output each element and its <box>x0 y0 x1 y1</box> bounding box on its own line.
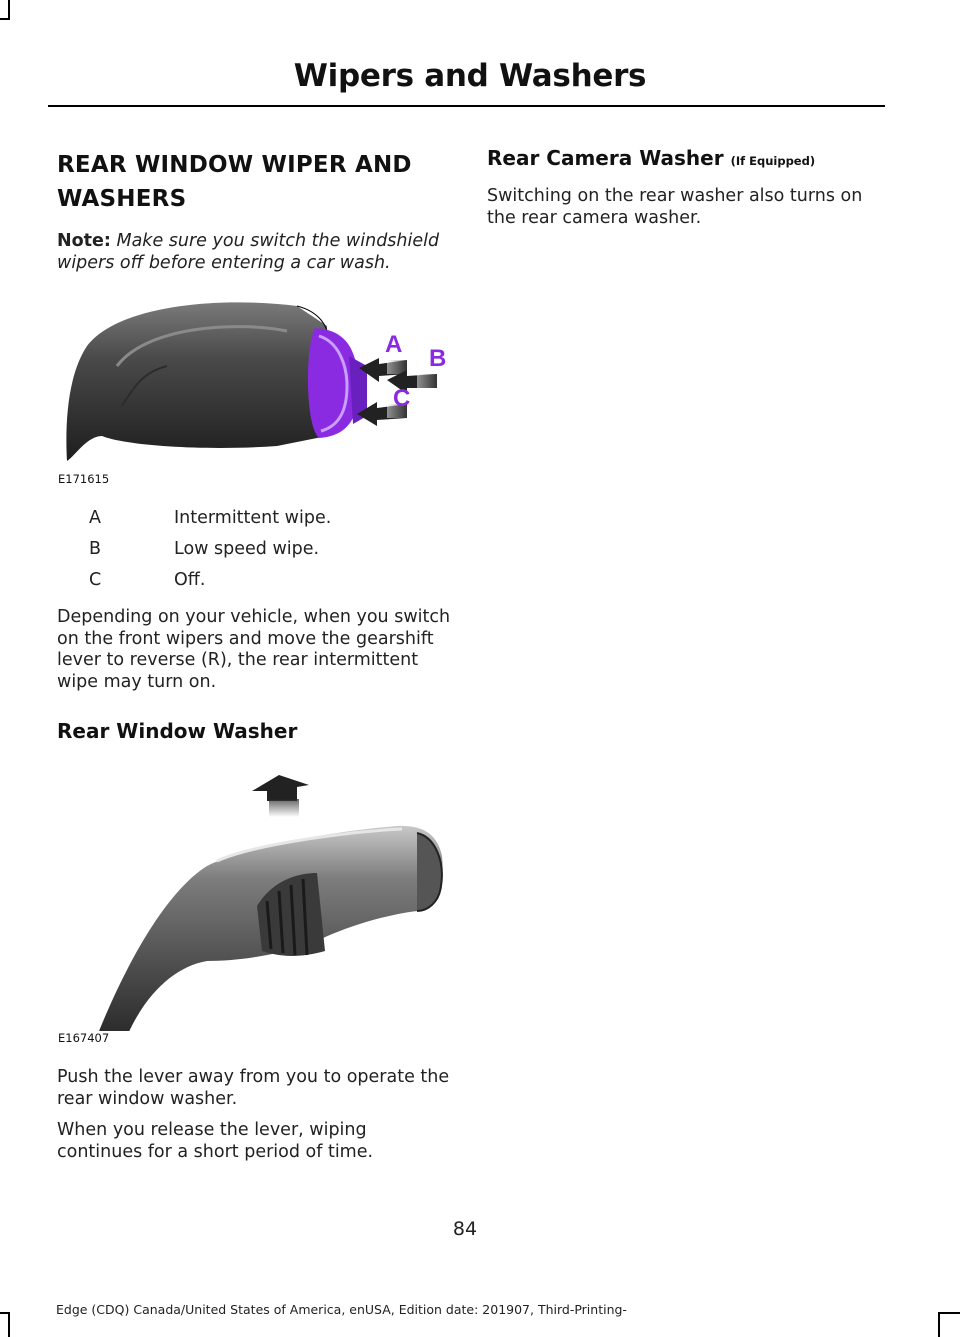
legend-row <box>57 539 331 570</box>
crop-mark <box>0 18 10 20</box>
legend-row <box>57 570 331 601</box>
legend-value: Low speed wipe. <box>174 539 320 559</box>
crop-mark <box>8 1312 10 1337</box>
callout-C: C <box>393 385 411 412</box>
legend-value: Off. <box>174 570 206 590</box>
crop-mark <box>938 1312 940 1337</box>
paragraph-push-lever: Push the lever away from you to operate the rear window washer. <box>57 1067 450 1109</box>
note-text: Make sure you switch the windshield wipers off before entering a car wash. <box>57 231 440 273</box>
if-equipped-tag: (If Equipped) <box>730 154 816 168</box>
header-rule <box>48 105 885 107</box>
left-column <box>57 148 452 1163</box>
legend-value: Intermittent wipe. <box>174 508 332 528</box>
legend-table <box>57 508 331 601</box>
crop-mark <box>938 1312 960 1314</box>
paragraph-reverse: Depending on your vehicle, when you switch on the front wipers and move the gearshift lever to reverse (R), the rear intermittent wipe may turn on. <box>57 607 451 692</box>
rear-camera-washer-title <box>487 146 887 170</box>
callout-A: A <box>385 331 403 358</box>
note <box>57 230 452 274</box>
callout-B: B <box>429 345 447 372</box>
right-column <box>487 146 887 229</box>
washer-lever-figure <box>57 761 447 1045</box>
wiper-lever-illustration <box>57 286 447 486</box>
figure-code: E167407 <box>58 1031 110 1045</box>
page-number: 84 <box>452 1218 478 1240</box>
legend-key: C <box>89 570 102 590</box>
page-header-title: Wipers and Washers <box>293 58 647 94</box>
note-label: Note: <box>57 231 111 251</box>
paragraph-release-lever: When you release the lever, wiping continues for a short period of time. <box>57 1120 374 1162</box>
washer-lever-illustration <box>57 761 447 1045</box>
edition-footer: Edge (CDQ) Canada/United States of America, enUSA, Edition date: 201907, Third-Printing- <box>56 1302 627 1317</box>
rear-window-washer-title: Rear Window Washer <box>57 719 298 743</box>
crop-mark <box>8 0 10 20</box>
crop-mark <box>0 1312 10 1314</box>
rear-camera-washer-label: Rear Camera Washer <box>487 146 724 170</box>
push-arrow <box>252 775 309 817</box>
section-title: REAR WINDOW WIPER AND WASHERS <box>57 152 412 212</box>
legend-key: B <box>89 539 102 559</box>
wiper-lever-end-figure <box>57 286 447 486</box>
legend-row <box>57 508 331 539</box>
figure-code: E171615 <box>58 472 110 486</box>
legend-key: A <box>89 508 101 528</box>
paragraph-camera-washer: Switching on the rear washer also turns on the rear camera washer. <box>487 186 863 228</box>
